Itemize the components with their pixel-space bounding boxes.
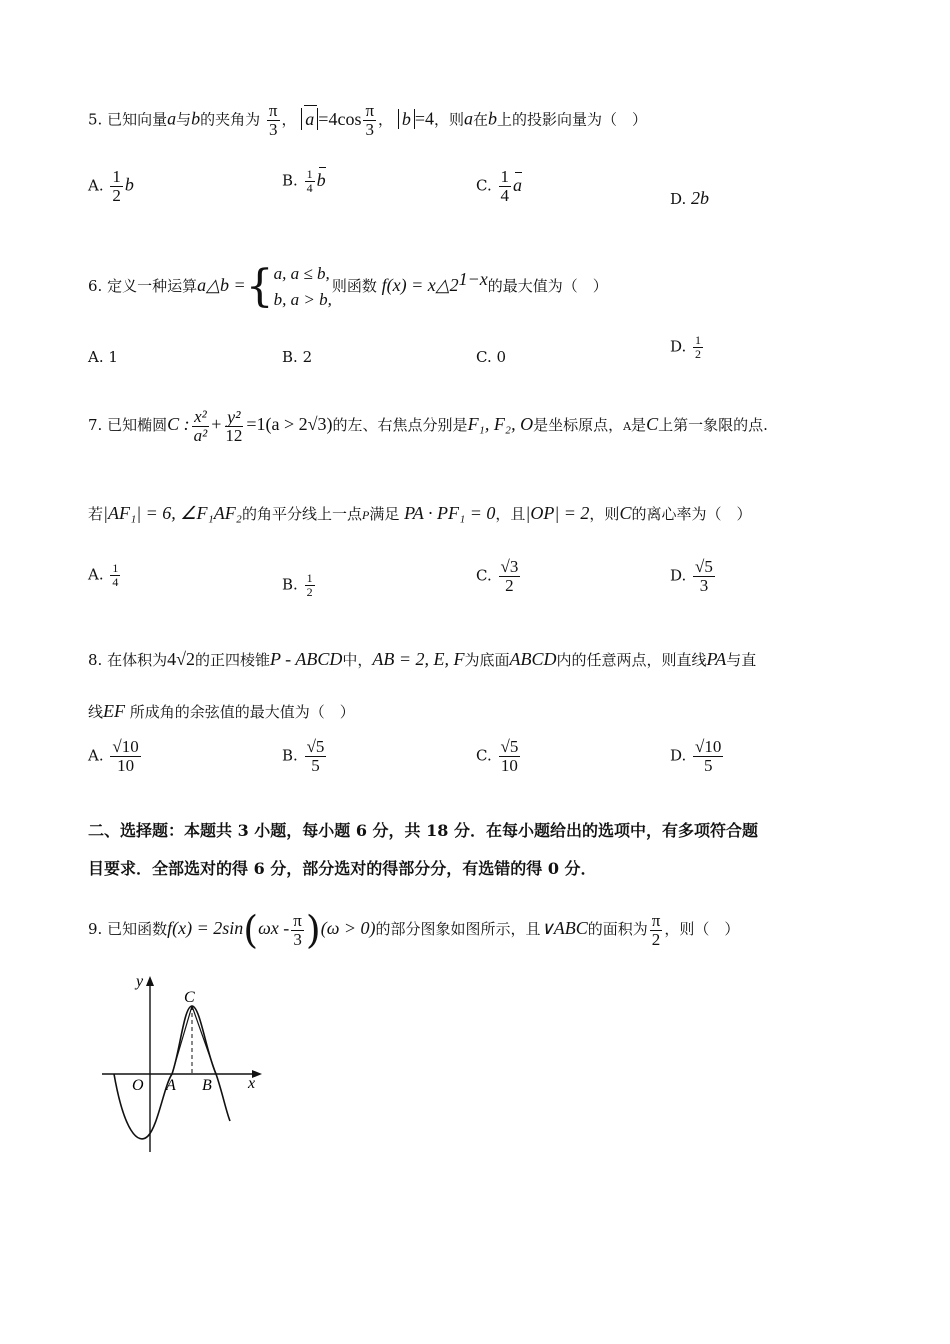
- q5-option-d[interactable]: D. 2b: [670, 188, 710, 208]
- section-2-heading-line-2: 目要求．全部选对的得 6 分，部分选对的得部分分，有选错的得 0 分．: [88, 859, 597, 878]
- question-number: 6.: [88, 277, 103, 295]
- q6-option-c[interactable]: C. 0: [476, 348, 507, 366]
- question-number: 9.: [88, 920, 103, 938]
- function-expression: f(x) = x△2: [381, 275, 459, 295]
- q8-option-b[interactable]: B. $\frac{√5}{5}$: [282, 737, 325, 775]
- q7-option-d[interactable]: D. $\frac{√5}{3}$: [670, 557, 713, 595]
- triangle-side-cb: [192, 1006, 216, 1074]
- point-b-label: B: [202, 1077, 212, 1094]
- question-number: 5.: [88, 110, 103, 129]
- q8-option-a[interactable]: A. $\frac{√10}{10}$: [88, 737, 139, 775]
- q7-option-a[interactable]: A. $\frac{1}{4}$: [88, 561, 119, 589]
- mag-b: b =4: [398, 109, 434, 129]
- question-9: 9. 已知函数f(x) = 2sin(ωx - $\frac{\pi}{3}$ )(ω > 0)的部分图象如图所示，且∨ABC的面积为 $\frac{\pi}{2}$ ，则（ ）: [88, 908, 740, 952]
- triangle-side-ac: [172, 1006, 192, 1074]
- question-8: 8. 在体积为4√2的正四棱锥P - ABCD中，AB = 2, E, F为底面ABCD内的任意两点，则直线PA与直: [88, 649, 757, 669]
- q7-option-b[interactable]: B. $\frac{1}{2}$: [282, 571, 313, 599]
- question-number: 7.: [88, 416, 103, 434]
- q5-option-a[interactable]: A. $\frac{1}{2}$ b: [88, 167, 134, 205]
- q6-option-a[interactable]: A. 1: [88, 348, 118, 366]
- q5-option-b[interactable]: B. $\frac{1}{4}$ b: [282, 167, 326, 195]
- y-axis-arrow-icon: [146, 976, 154, 986]
- origin-label: O: [132, 1077, 144, 1094]
- mag-a: a =4cos: [301, 109, 361, 129]
- q6-option-d[interactable]: D. $\frac{1}{2}$: [670, 333, 702, 361]
- piecewise-cases: a, a ≤ b, b, a > b,: [273, 264, 332, 309]
- question-7: 7. 已知椭圆C : $\frac{\text{x²}}{\text{a²}}$ + $\frac{\text{y²}}{12}$ =1(a > 2√3)的左、右焦点分别是F₁, F₂, O是坐标原点，A是C上第一象限的点.: [88, 406, 768, 445]
- question-8-line-2: 线EF 所成角的余弦值的最大值为（ ）: [88, 701, 355, 721]
- point-a-label: A: [166, 1077, 176, 1094]
- q7-option-c[interactable]: C. $\frac{√3}{2}$: [476, 557, 519, 595]
- y-label: y: [136, 973, 144, 990]
- q5-option-c[interactable]: C. $\frac{1}{4}$ a: [476, 167, 522, 205]
- question-7-line-2: 若|AF₁| = 6, ∠F₁AF₂的角平分线上一点P满足 PA · PF₁ = 0，且|OP| = 2，则C的离心率为（ ）: [88, 503, 752, 523]
- ellipse-condition: =1(a > 2√3): [246, 414, 333, 434]
- question-6: 6. 定义一种运算a△b ={ a, a ≤ b, b, a > b, 则函数 $f(x) = x\triangle 2^{1-x}$的最大值为（ ）: [88, 261, 608, 312]
- q6-option-b[interactable]: B. 2: [282, 348, 313, 366]
- question-number: 8.: [88, 651, 103, 669]
- point-c-label: C: [184, 989, 195, 1006]
- function-graph: [96, 966, 276, 1160]
- question-5: 5. 已知向量a与b的夹角为 $\frac{\pi}{3}$ ， a =4cos $\frac{\pi}{3}$ ， b =4，则a在b上的投影向量为（ ）: [88, 101, 648, 139]
- q8-option-d[interactable]: D. $\frac{√10}{5}$: [670, 737, 722, 775]
- angle-fraction: $\frac{\pi}{3}$: [268, 101, 278, 139]
- section-2-heading: 二、选择题：本题共 3 小题，每小题 6 分，共 18 分．在每小题给出的选项中，有多项符合题: [88, 821, 758, 840]
- q8-option-c[interactable]: C. $\frac{√5}{10}$: [476, 737, 519, 775]
- x-label: x: [248, 1075, 256, 1092]
